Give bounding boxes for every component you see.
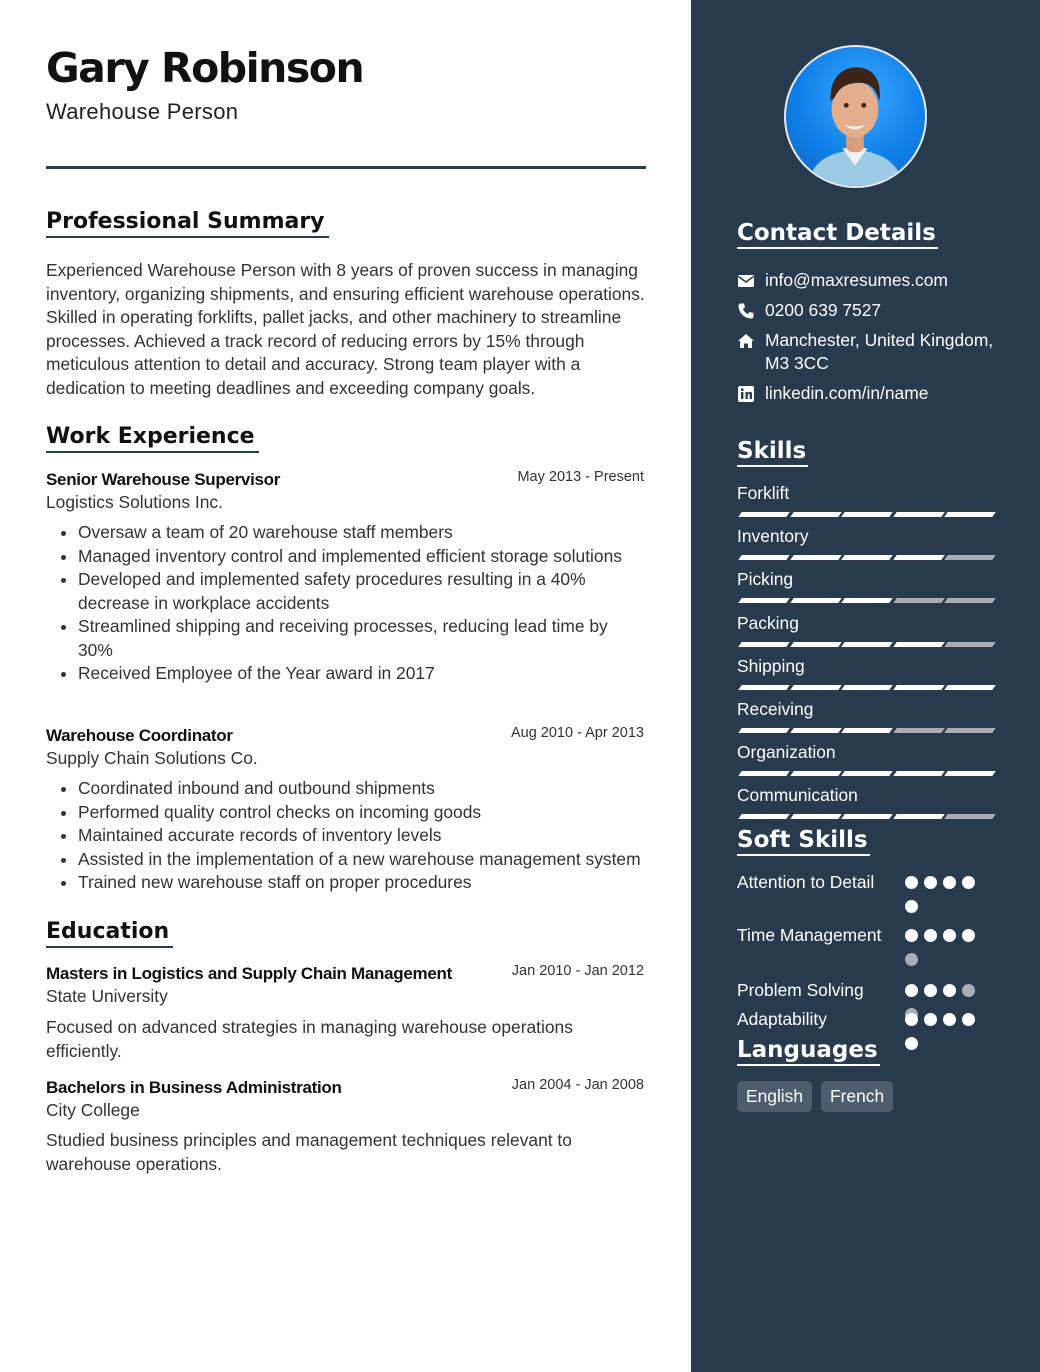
skill-level-bar: [737, 685, 993, 691]
rating-dot: [962, 984, 975, 997]
degree-description: Focused on advanced strategies in managing warehouse operations efficiently.: [46, 1017, 573, 1061]
skill-level-segment: [790, 642, 842, 647]
skill-level-segment: [944, 512, 996, 517]
list-item: Oversaw a team of 20 warehouse staff members: [78, 521, 646, 545]
rating-dot: [943, 929, 956, 942]
skill-level-bar: [737, 642, 993, 648]
candidate-role: Warehouse Person: [46, 99, 239, 124]
rating-dot: [943, 876, 956, 889]
skill-level-segment: [738, 771, 790, 776]
skill-level-bar: [737, 555, 993, 561]
summary-text: Experienced Warehouse Person with 8 years of proven success in managing inventory, organizing shipments, and ensuring efficient warehouse operations. Skilled in operating forklifts, pallet jacks, and other machinery to streamline processes. Achieved a track record of reducing errors by 15% through meticulous attention to detail and accuracy. Strong team player with a dedication to meeting deadlines and exceeding company goals.: [46, 260, 645, 398]
list-item: Received Employee of the Year award in 2017: [78, 662, 646, 686]
person-avatar-icon: [786, 47, 925, 186]
skill-level-segment: [944, 598, 996, 603]
skill-level-segment: [944, 728, 996, 733]
skill-level-segment: [738, 728, 790, 733]
list-item: Coordinated inbound and outbound shipments: [78, 777, 646, 801]
rating-dot: [924, 984, 937, 997]
list-item: Assisted in the implementation of a new warehouse management system: [78, 848, 646, 872]
rating-dot: [962, 929, 975, 942]
list-item: Developed and implemented safety procedures resulting in a 40% decrease in workplace accidents: [78, 568, 646, 615]
skill-level-segment: [841, 728, 893, 733]
job-company: Logistics Solutions Inc.: [46, 492, 223, 512]
skill-level-segment: [893, 728, 945, 733]
list-item: Maintained accurate records of inventory levels: [78, 824, 646, 848]
soft-skill-name: Problem Solving: [737, 980, 864, 1000]
rating-dot: [943, 1013, 956, 1026]
rating-dot: [924, 1013, 937, 1026]
degree-description: Studied business principles and management techniques relevant to warehouse operations.: [46, 1130, 572, 1174]
job-title: Warehouse Coordinator: [46, 726, 233, 745]
rating-dot: [905, 1037, 918, 1050]
degree-title: Bachelors in Business Administration: [46, 1078, 342, 1097]
job-date: May 2013 - Present: [517, 469, 644, 485]
skill-level-segment: [790, 512, 842, 517]
job-title: Senior Warehouse Supervisor: [46, 470, 281, 489]
skill-level-segment: [790, 598, 842, 603]
linkedin-text: linkedin.com/in/name: [765, 383, 929, 403]
degree-date: Jan 2004 - Jan 2008: [511, 1077, 644, 1093]
sidebar: [691, 0, 1040, 1372]
soft-skill-name: Time Management: [737, 925, 882, 945]
skill-level-segment: [893, 555, 945, 560]
summary-heading: Professional Summary: [46, 209, 329, 238]
email-text: info@maxresumes.com: [765, 270, 948, 290]
list-item: Performed quality control checks on incoming goods: [78, 801, 646, 825]
skills-heading: Skills: [737, 438, 808, 467]
skill-level-segment: [841, 598, 893, 603]
skill-name: Packing: [737, 612, 799, 633]
skill-level-segment: [738, 598, 790, 603]
skill-level-segment: [841, 771, 893, 776]
language-chip: French: [821, 1081, 893, 1112]
candidate-name: Gary Robinson: [46, 44, 364, 92]
degree-title: Masters in Logistics and Supply Chain Management: [46, 964, 452, 983]
list-item: Streamlined shipping and receiving processes, reducing lead time by 30%: [78, 615, 646, 662]
education-heading: Education: [46, 919, 173, 948]
soft-skill-name: Adaptability: [737, 1009, 827, 1029]
job-date: Aug 2010 - Apr 2013: [510, 725, 644, 741]
skill-level-segment: [893, 771, 945, 776]
experience-heading: Work Experience: [46, 424, 259, 453]
skill-level-segment: [790, 555, 842, 560]
degree-date: Jan 2010 - Jan 2012: [511, 963, 644, 979]
address-text: Manchester, United Kingdom, M3 3CC: [765, 330, 994, 373]
rating-dot: [905, 876, 918, 889]
rating-dot: [924, 929, 937, 942]
rating-dot: [905, 1013, 918, 1026]
skill-level-segment: [893, 685, 945, 690]
job-bullets: [78, 521, 646, 686]
languages-heading: Languages: [737, 1037, 880, 1066]
skill-level-segment: [790, 685, 842, 690]
job-company: Supply Chain Solutions Co.: [46, 748, 258, 768]
skill-level-segment: [944, 771, 996, 776]
rating-dot: [905, 929, 918, 942]
profile-photo: [784, 45, 927, 188]
skill-level-segment: [790, 771, 842, 776]
skill-level-segment: [738, 555, 790, 560]
skill-name: Organization: [737, 742, 836, 763]
skill-level-segment: [738, 642, 790, 647]
rating-dot: [962, 1013, 975, 1026]
rating-dot: [924, 876, 937, 889]
skill-level-bar: [737, 598, 993, 604]
skill-level-segment: [944, 555, 996, 560]
skill-level-segment: [944, 685, 996, 690]
skill-name: Forklift: [737, 483, 790, 503]
list-item: Trained new warehouse staff on proper procedures: [78, 871, 646, 895]
skill-name: Shipping: [737, 655, 805, 676]
skill-name: Receiving: [737, 699, 814, 719]
skill-level-segment: [893, 512, 945, 517]
skill-level-segment: [790, 814, 842, 819]
home-icon: [737, 332, 755, 350]
skill-level-segment: [841, 685, 893, 690]
skill-level-segment: [893, 598, 945, 603]
school-name: City College: [46, 1100, 140, 1120]
phone-text: 0200 639 7527: [765, 300, 882, 320]
skill-level-bar: [737, 728, 993, 734]
phone-icon: [737, 302, 755, 320]
skill-level-bar: [737, 814, 993, 820]
header-divider: [46, 166, 646, 169]
rating-dot: [905, 953, 918, 966]
skill-level-segment: [944, 814, 996, 819]
skill-level-segment: [790, 728, 842, 733]
skill-level-segment: [893, 642, 945, 647]
skill-name: Picking: [737, 569, 794, 590]
skill-level-segment: [738, 512, 790, 517]
skill-level-segment: [944, 642, 996, 647]
skill-level-segment: [738, 814, 790, 819]
rating-dot: [905, 900, 918, 913]
skill-level-segment: [841, 814, 893, 819]
skill-level-bar: [737, 512, 993, 518]
school-name: State University: [46, 986, 168, 1006]
skill-name: Inventory: [737, 526, 809, 547]
soft-skill-name: Attention to Detail: [737, 872, 875, 892]
job-bullets: [78, 777, 646, 895]
soft-skills-heading: Soft Skills: [737, 827, 870, 856]
rating-dot: [962, 876, 975, 889]
skill-level-segment: [841, 642, 893, 647]
skill-name: Communication: [737, 785, 858, 806]
language-chip: English: [737, 1081, 812, 1112]
rating-dot: [943, 984, 956, 997]
skill-level-bar: [737, 771, 993, 777]
skill-level-segment: [738, 685, 790, 690]
linkedin-icon: [737, 385, 755, 403]
contact-heading: Contact Details: [737, 220, 938, 249]
skill-level-segment: [841, 512, 893, 517]
skill-level-segment: [893, 814, 945, 819]
rating-dot: [905, 984, 918, 997]
skill-level-segment: [841, 555, 893, 560]
envelope-icon: [737, 272, 755, 290]
list-item: Managed inventory control and implemented efficient storage solutions: [78, 545, 646, 569]
